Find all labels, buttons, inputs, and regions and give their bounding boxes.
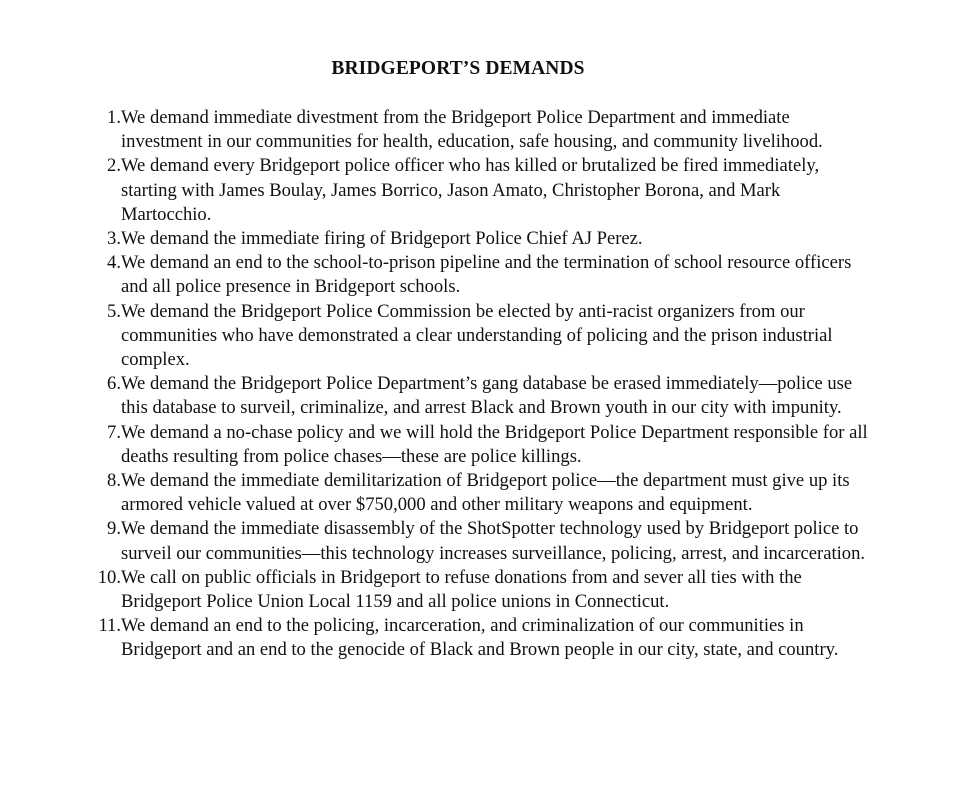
list-item xyxy=(70,566,870,614)
list-item-number: 1. xyxy=(107,107,121,128)
list-item xyxy=(70,300,870,373)
list-item-number: 8. xyxy=(107,470,121,492)
list-item-text: We demand the immediate disassembly of the ShotSpotter technology used by Bridgeport police to surveil our communities—this technology increases surveillance, policing, arrest, and incarceration. xyxy=(121,518,866,564)
list-item-number: 3. xyxy=(107,228,121,250)
list-item-number: 6. xyxy=(107,373,121,395)
list-item-text: We demand the immediate demilitarization of Bridgeport police—the department must give up its armored vehicle valued at over $750,000 and other military weapons and equipment. xyxy=(121,470,850,516)
list-item-number: 10. xyxy=(97,566,121,588)
list-item-text: We demand the Bridgeport Police Commission be elected by anti-racist organizers from our communities who have demonstrated a clear understanding of policing and the prison industrial complex. xyxy=(121,300,833,371)
list-item-text: We demand an end to the policing, incarceration, and criminalization of our communities in Bridgeport and an end to the genocide of Black and Brown people in our city, state, and country. xyxy=(121,615,839,661)
list-item xyxy=(70,154,870,227)
list-item-text: We demand the immediate firing of Bridgeport Police Chief AJ Perez. xyxy=(121,228,643,250)
list-item-number: 7. xyxy=(107,421,121,443)
list-item-number: 2. xyxy=(107,155,121,177)
list-item-text: We call on public officials in Bridgeport to refuse donations from and sever all ties with the Bridgeport Police Union Local 1159 and all police unions in Connecticut. xyxy=(121,566,802,613)
list-item xyxy=(70,106,870,154)
list-item-text: We demand the Bridgeport Police Department’s gang database be erased immediately—police use this database to surveil, criminalize, and arrest Black and Brown youth in our city with impunity. xyxy=(121,373,853,419)
list-item xyxy=(70,227,870,251)
list-item-text: We demand an end to the school-to-prison pipeline and the termination of school resource officers and all police presence in Bridgeport schools. xyxy=(121,252,852,298)
list-item xyxy=(70,421,870,469)
list-item xyxy=(70,517,870,565)
list-item-text: We demand every Bridgeport police officer who has killed or brutalized be fired immediately, starting with James Boulay, James Borrico, Jason Amato, Christopher Borona, and Mark Martocchio. xyxy=(121,155,820,225)
list-item-number: 11. xyxy=(98,615,121,637)
list-item xyxy=(70,251,870,299)
page-title: BRIDGEPORT’S DEMANDS xyxy=(331,58,585,79)
list-item-text: We demand a no-chase policy and we will hold the Bridgeport Police Department responsible for all deaths resulting from police chases—these are police killings. xyxy=(121,421,868,467)
list-item-number: 9. xyxy=(107,518,121,540)
demands-list xyxy=(70,106,870,663)
list-item-number: 5. xyxy=(107,300,121,322)
list-item-text: We demand immediate divestment from the Bridgeport Police Department and immediate investment in our communities for health, education, safe housing, and community livelihood. xyxy=(121,107,823,153)
list-item xyxy=(70,469,870,517)
list-item xyxy=(70,372,870,420)
list-item-number: 4. xyxy=(107,252,121,274)
list-item xyxy=(70,614,870,662)
